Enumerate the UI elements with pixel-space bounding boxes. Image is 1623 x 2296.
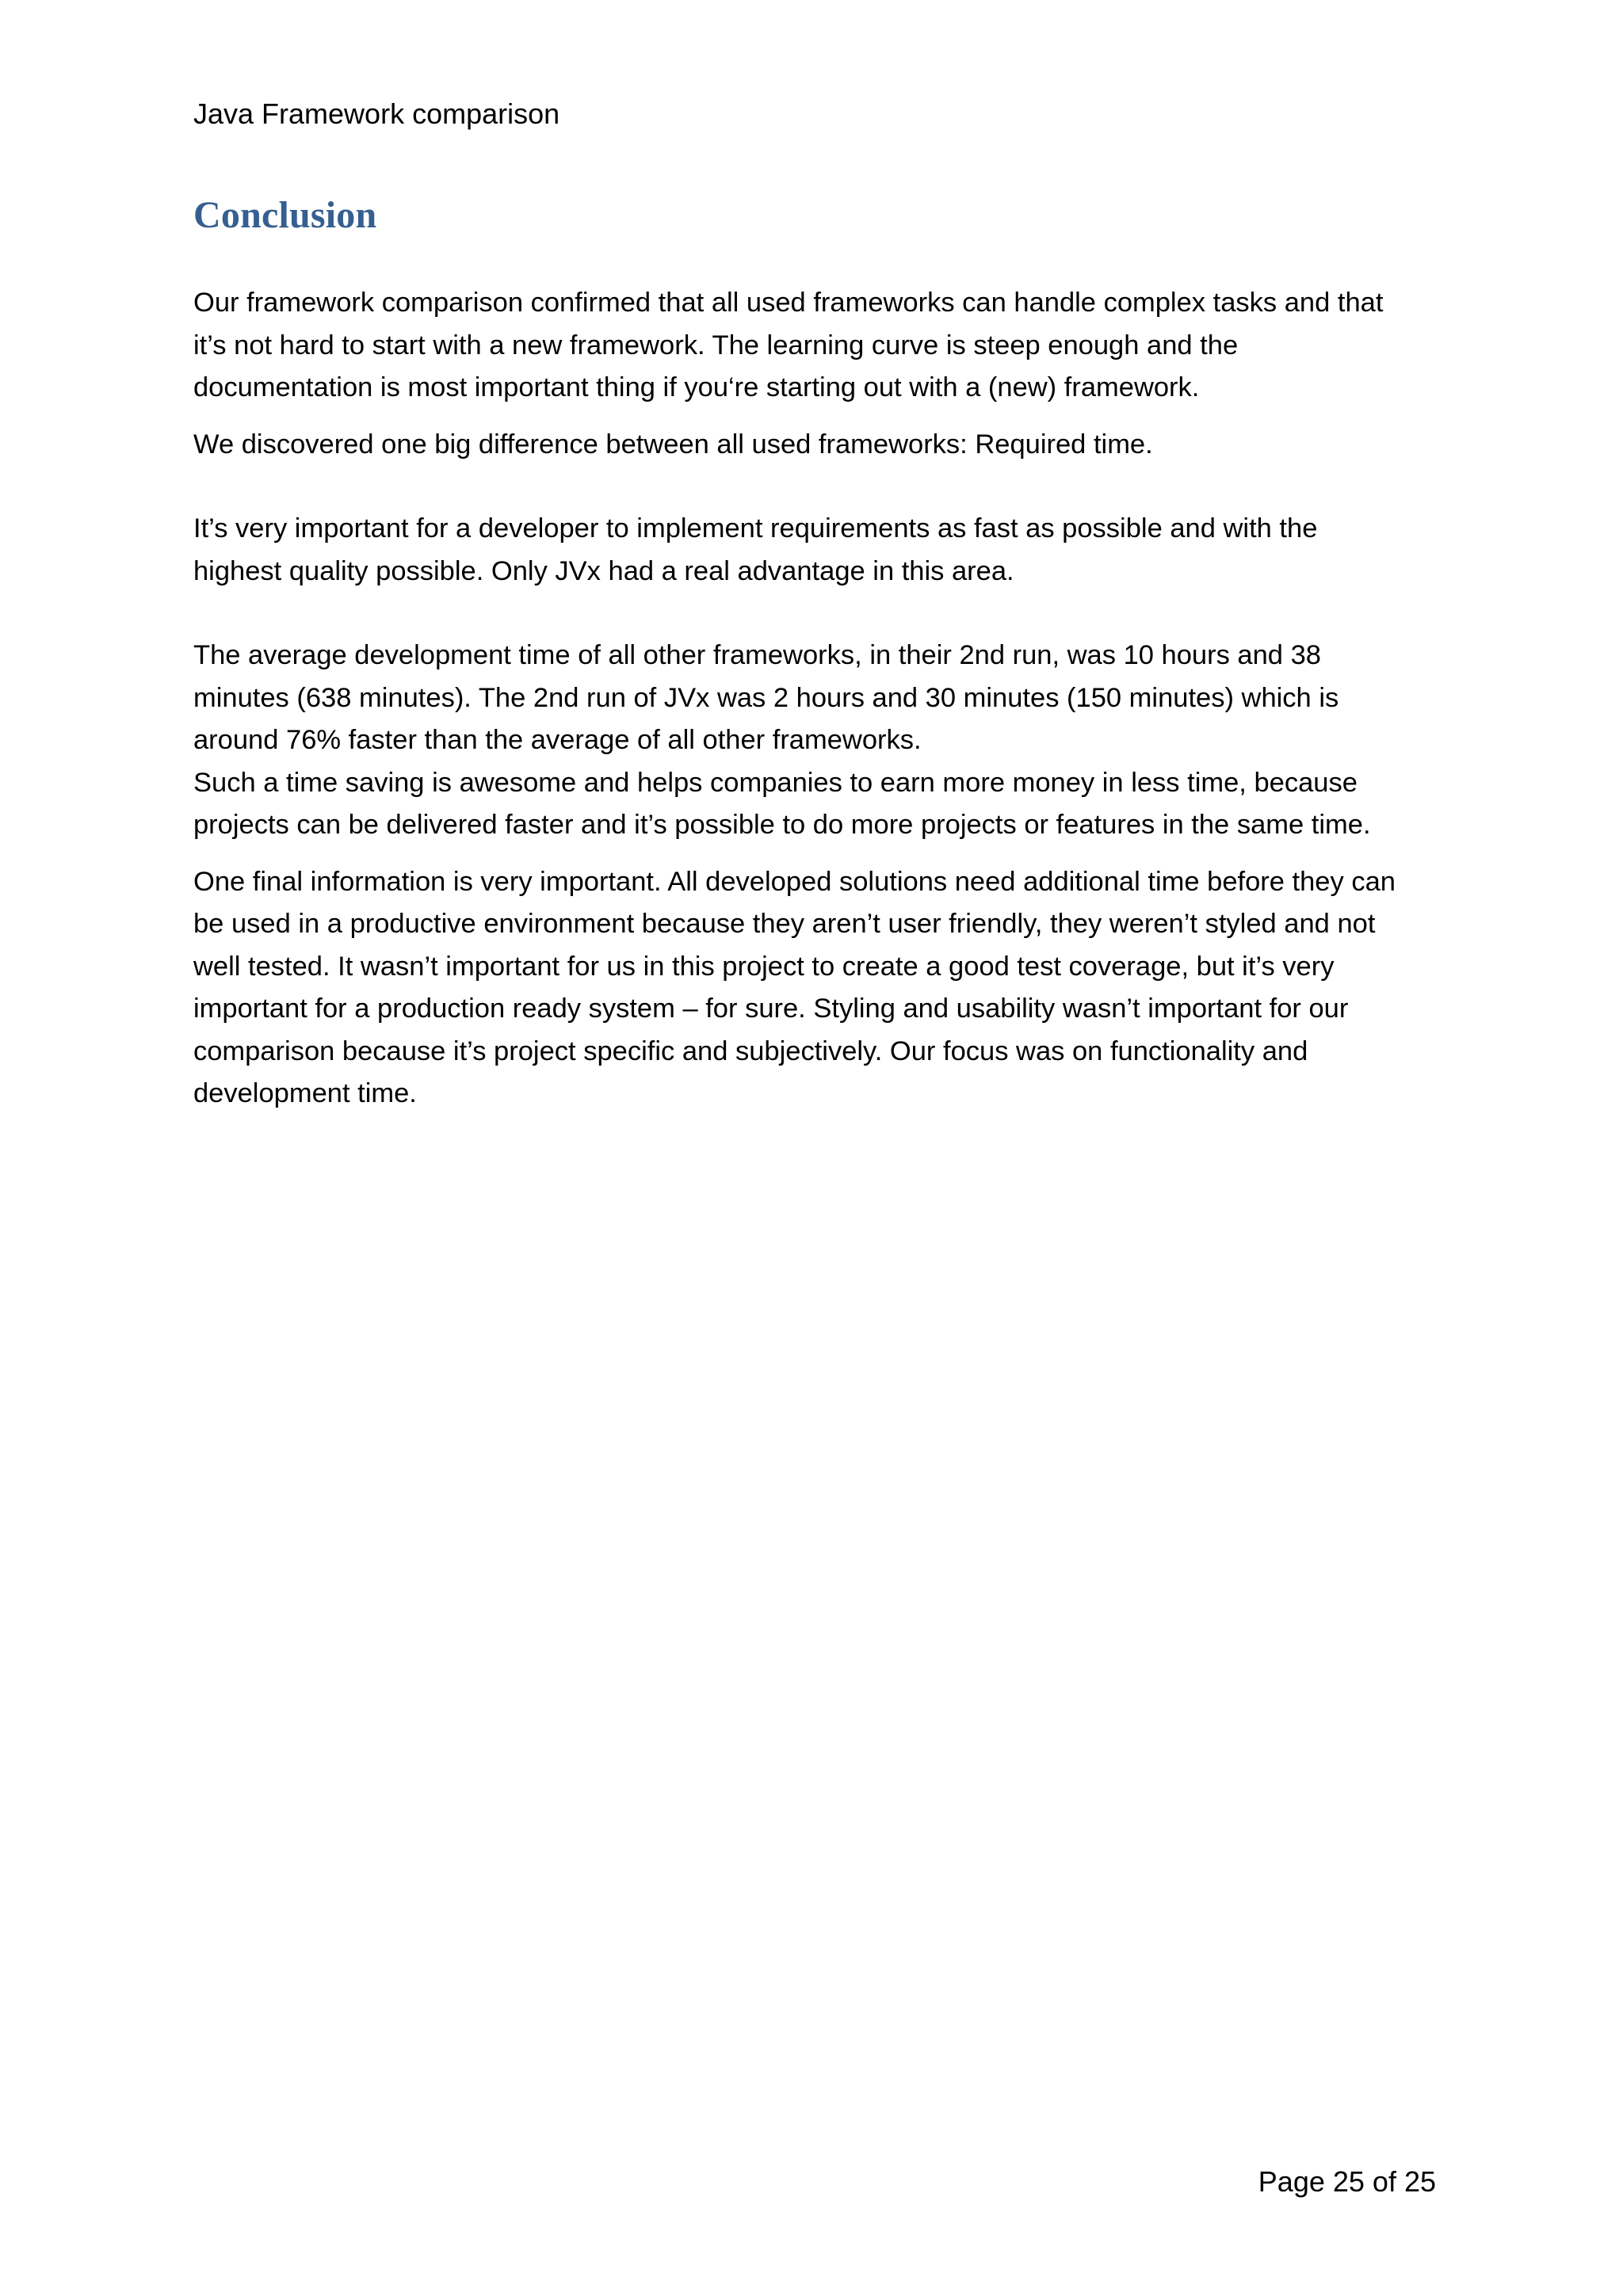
paragraph-final-information: One final information is very important. All developed solutions need additional time before they can be used in a productive environment because they aren’t user friendly, they weren’t styled and not well tested. It wasn’t important for us in this project to create a good test coverage, but it’s very important for a production ready system – for sure. Styling and usability wasn’t important for our comparison because it’s project specific and subjectively. Our focus was on functionality and development time.	[193, 866, 1396, 1108]
section-heading: Conclusion	[193, 194, 377, 236]
paragraph-difference: We discovered one big difference between all used frameworks: Required time.	[193, 429, 1153, 460]
page-number: Page 25 of 25	[1258, 2165, 1436, 2198]
paragraph-importance: It’s very important for a developer to implement requirements as fast as possible and with the highest quality possible. Only JVx had a real advantage in this area.	[193, 513, 1318, 586]
paragraph-intro: Our framework comparison confirmed that all used frameworks can handle complex tasks and that it’s not hard to start with a new framework. The learning curve is steep enough and the documentation is most important thing if you‘re starting out with a (new) framework.	[193, 288, 1384, 402]
paragraph-development-time: The average development time of all other frameworks, in their 2nd run, was 10 hours and 38 minutes (638 minutes). The 2nd run of JVx was 2 hours and 30 minutes (150 minutes) which is around 76% faster than the average of all other frameworks. Such a time saving is awesome and helps companies to earn more money in less time, because projects can be delivered faster and it’s possible to do more projects or features in the same time.	[193, 640, 1371, 840]
running-header: Java Framework comparison	[193, 97, 560, 130]
page-content	[193, 190, 1461, 1116]
